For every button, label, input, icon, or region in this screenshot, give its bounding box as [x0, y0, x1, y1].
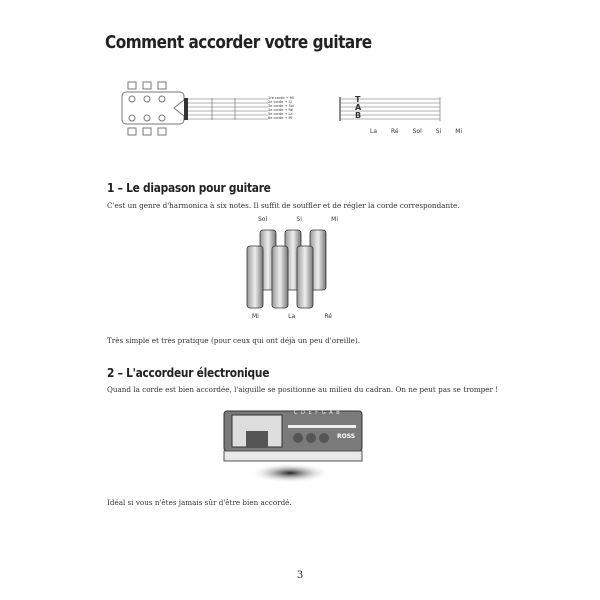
tab-note: Sol — [412, 128, 422, 135]
string-label: 3e corde — [268, 104, 284, 108]
string-label: 1re corde — [268, 96, 285, 100]
string-note: Ré — [288, 108, 293, 112]
pitch-pipe-top-notes — [258, 216, 338, 223]
page-title: Comment accorder votre guitare — [105, 32, 372, 53]
string-note: Sol — [288, 104, 294, 108]
section-text: C'est un genre d'harmonica à six notes. Il suffit de souffler et de régler la corde correspondante. — [107, 201, 460, 210]
section-text: Quand la corde est bien accordée, l'aiguille se positionne au milieu du cadran. On ne peut pas se tromper ! — [107, 385, 499, 394]
tab-note: Si — [435, 128, 442, 135]
string-list: 1re corde → Mi 2e corde → Si 3e corde → Sol 4e corde → Ré 5e corde → La 6e corde → Mi — [268, 96, 294, 120]
string-note: La — [288, 112, 293, 116]
section-caption: Très simple et très pratique (pour ceux qui ont déjà un peu d'oreille). — [107, 336, 361, 345]
section-caption: Idéal si vous n'êtes jamais sûr d'être bien accordé. — [107, 498, 292, 507]
section-heading: 2 – L'accordeur électronique — [107, 365, 270, 380]
electronic-tuner-illustration — [218, 405, 368, 485]
note-label: Mi — [331, 216, 338, 223]
section-heading: 1 – Le diapason pour guitare — [107, 180, 271, 195]
string-label: 4e corde — [268, 108, 284, 112]
tab-letter: B — [355, 111, 362, 120]
tab-letter: A — [355, 103, 362, 112]
tab-note: Ré — [391, 128, 399, 135]
tab-notes — [370, 128, 462, 135]
note-label: Ré — [324, 313, 332, 320]
pitch-pipe-bottom-notes — [252, 313, 332, 320]
tab-note: La — [370, 128, 378, 135]
string-label: 6e corde — [268, 116, 284, 120]
note-label: Sol — [258, 216, 268, 223]
note-label: Si — [296, 216, 302, 223]
tab-note: Mi — [455, 128, 463, 135]
tuner-note-scale: C D E F G A B — [294, 410, 341, 416]
note-label: Mi — [252, 313, 259, 320]
pitch-pipe-illustration — [235, 224, 335, 316]
string-note: Mi — [289, 96, 294, 100]
tab-letter: T — [355, 95, 361, 104]
string-label: 2e corde — [268, 100, 284, 104]
string-label: 5e corde — [268, 112, 284, 116]
string-note: Si — [288, 100, 292, 104]
note-label: La — [288, 313, 296, 320]
page-number: 3 — [296, 570, 304, 581]
tuner-brand: ROSS — [337, 433, 356, 440]
string-note: Mi — [288, 116, 293, 120]
tab-letters — [355, 96, 361, 120]
